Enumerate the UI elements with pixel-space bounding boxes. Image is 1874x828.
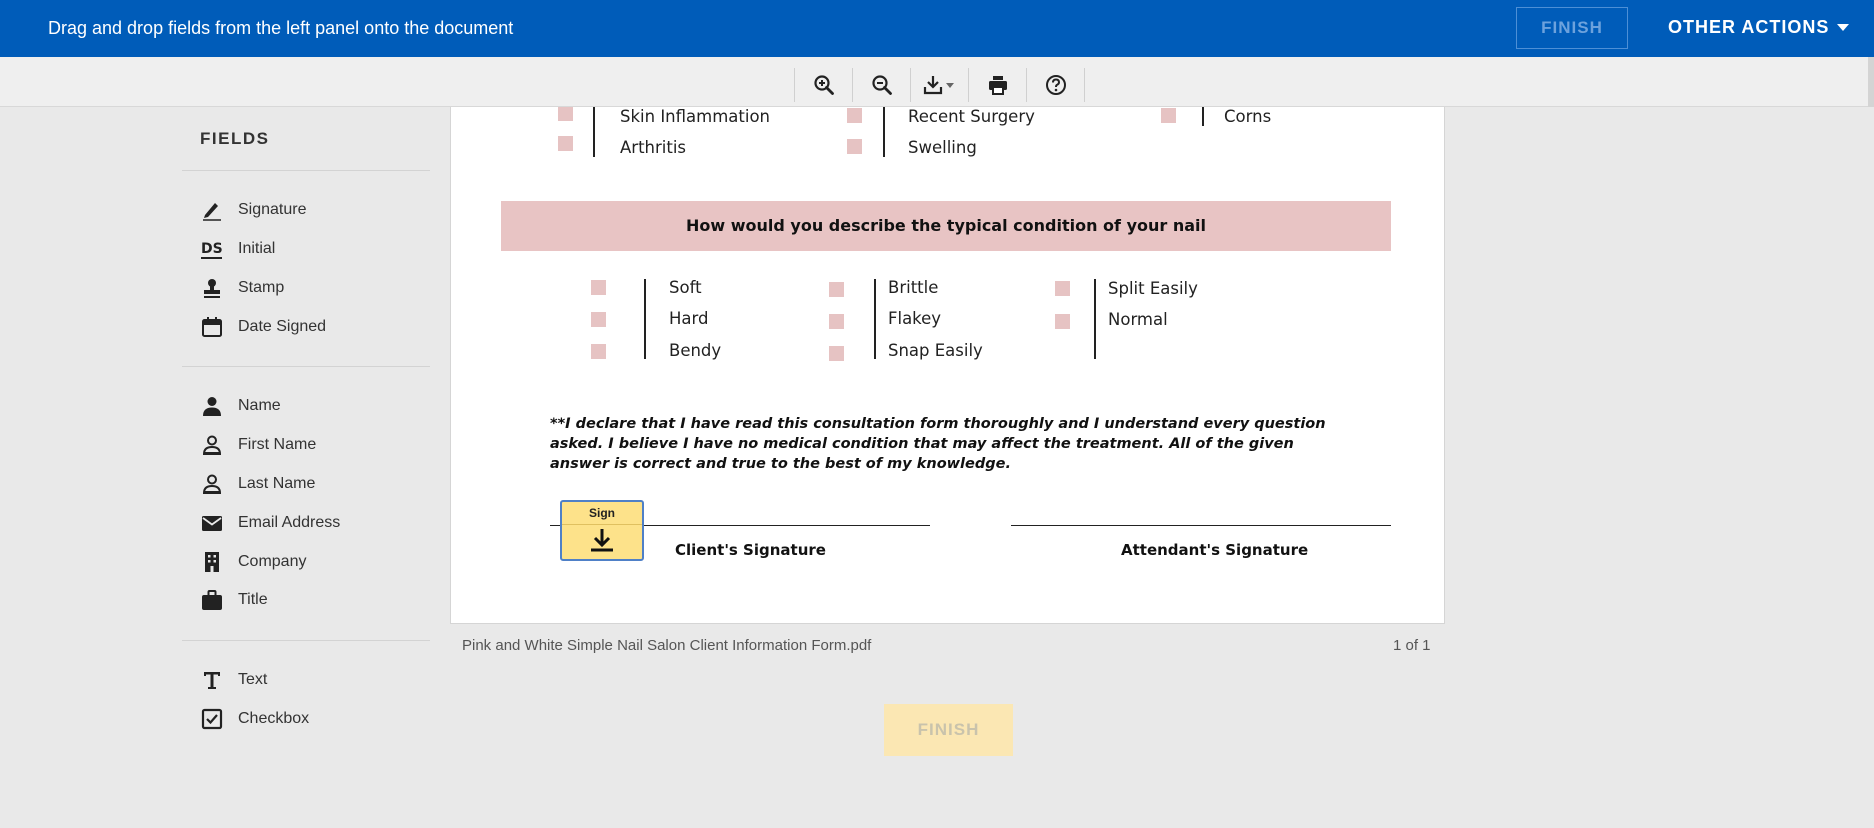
download-button[interactable] (911, 68, 969, 102)
document-page[interactable] (450, 107, 1445, 624)
divider-line (1094, 279, 1096, 359)
text-icon (200, 668, 224, 692)
field-date-signed[interactable]: Date Signed (200, 313, 326, 341)
field-first-name[interactable]: First Name (200, 431, 316, 459)
field-text[interactable]: Text (200, 666, 267, 694)
option-label: Brittle (888, 278, 939, 297)
other-actions-menu[interactable] (1668, 17, 1849, 38)
divider-line (1202, 107, 1204, 126)
finish-button-bottom[interactable]: FINISH (884, 704, 1013, 756)
divider (182, 170, 430, 171)
divider (562, 524, 642, 525)
option-label: Swelling (908, 138, 977, 157)
print-icon (987, 74, 1009, 96)
field-stamp[interactable]: Stamp (200, 274, 284, 302)
document-toolbar (0, 57, 1874, 107)
print-button[interactable] (969, 68, 1027, 102)
stamp-icon (200, 276, 224, 300)
divider-line (874, 279, 876, 359)
fields-title: FIELDS (200, 129, 270, 148)
zoom-out-icon (871, 74, 893, 96)
divider (182, 640, 430, 641)
sign-tag-label: Sign (589, 506, 615, 520)
option-label: Recent Surgery (908, 107, 1035, 126)
option-label: Arthritis (620, 138, 687, 157)
finish-button-top[interactable]: FINISH (1516, 7, 1628, 49)
option-label: Soft (669, 278, 702, 297)
briefcase-icon (200, 588, 224, 612)
sign-here-tag[interactable] (560, 500, 644, 561)
option-label: Skin Inflammation (620, 107, 771, 126)
checkbox-hard[interactable] (591, 312, 606, 327)
declaration-text: **I declare that I have read this consultation form thoroughly and I understand every question asked. I believe I have no medical condition that may affect the treatment. All of the given answer is correct and true to the best of my knowledge. (550, 416, 1326, 472)
divider-line (644, 279, 646, 359)
option-label: Normal (1108, 310, 1168, 329)
zoom-out-button[interactable] (853, 68, 911, 102)
option-label: Hard (669, 309, 709, 328)
caret-down-icon (1837, 24, 1849, 31)
field-name[interactable]: Name (200, 392, 281, 420)
checkbox-split-easily[interactable] (1055, 281, 1070, 296)
option-label: Flakey (888, 309, 942, 328)
checkbox-flakey[interactable] (829, 314, 844, 329)
divider-line (593, 107, 595, 157)
field-last-name[interactable]: Last Name (200, 470, 315, 498)
divider-line (883, 107, 885, 157)
person-outline-icon (200, 472, 224, 496)
toolbar-button-group (794, 68, 1085, 102)
checkbox-icon (200, 707, 224, 731)
field-initial[interactable]: DS Initial (200, 235, 275, 263)
field-checkbox[interactable]: Checkbox (200, 705, 309, 733)
help-icon (1045, 74, 1067, 96)
download-icon (923, 74, 957, 96)
person-outline-icon (200, 433, 224, 457)
checkbox-soft[interactable] (591, 280, 606, 295)
question-text: How would you describe the typical condition of your nail (685, 216, 1206, 235)
building-icon (200, 550, 224, 574)
other-actions-label: OTHER ACTIONS (1668, 17, 1830, 37)
initials-icon (200, 237, 224, 261)
calendar-icon (200, 315, 224, 339)
checkbox-skin-inflammation[interactable] (558, 107, 573, 121)
option-label: Split Easily (1108, 279, 1198, 298)
option-label: Bendy (669, 341, 722, 360)
scrollbar[interactable] (1868, 57, 1874, 107)
svg-text:DS: DS (201, 241, 223, 257)
person-icon (200, 394, 224, 418)
zoom-in-button[interactable] (795, 68, 853, 102)
question-banner (501, 201, 1391, 251)
checkbox-normal[interactable] (1055, 314, 1070, 329)
attendant-signature-line (1011, 525, 1391, 526)
envelope-icon (200, 511, 224, 535)
checkbox-brittle[interactable] (829, 282, 844, 297)
field-email-address[interactable]: Email Address (200, 509, 340, 537)
download-arrow-icon (562, 527, 642, 553)
field-company[interactable]: Company (200, 548, 306, 576)
instruction-text: Drag and drop fields from the left panel onto the document (48, 18, 514, 38)
zoom-in-icon (813, 74, 835, 96)
checkbox-recent-surgery[interactable] (847, 108, 862, 123)
page-count: 1 of 1 (1393, 637, 1431, 654)
field-title[interactable]: Title (200, 586, 268, 614)
option-label: Corns (1224, 107, 1272, 126)
divider (182, 366, 430, 367)
checkbox-snap-easily[interactable] (829, 346, 844, 361)
client-signature-label: Client's Signature (675, 541, 826, 559)
checkbox-arthritis[interactable] (558, 136, 573, 151)
option-label: Snap Easily (888, 341, 983, 360)
pen-icon (200, 198, 224, 222)
document-filename: Pink and White Simple Nail Salon Client Information Form.pdf (462, 637, 872, 654)
attendant-signature-label: Attendant's Signature (1121, 541, 1309, 559)
checkbox-bendy[interactable] (591, 344, 606, 359)
help-button[interactable] (1027, 68, 1085, 102)
top-bar (0, 0, 1874, 57)
checkbox-corns[interactable] (1161, 108, 1176, 123)
field-signature[interactable]: Signature (200, 196, 307, 224)
checkbox-swelling[interactable] (847, 139, 862, 154)
